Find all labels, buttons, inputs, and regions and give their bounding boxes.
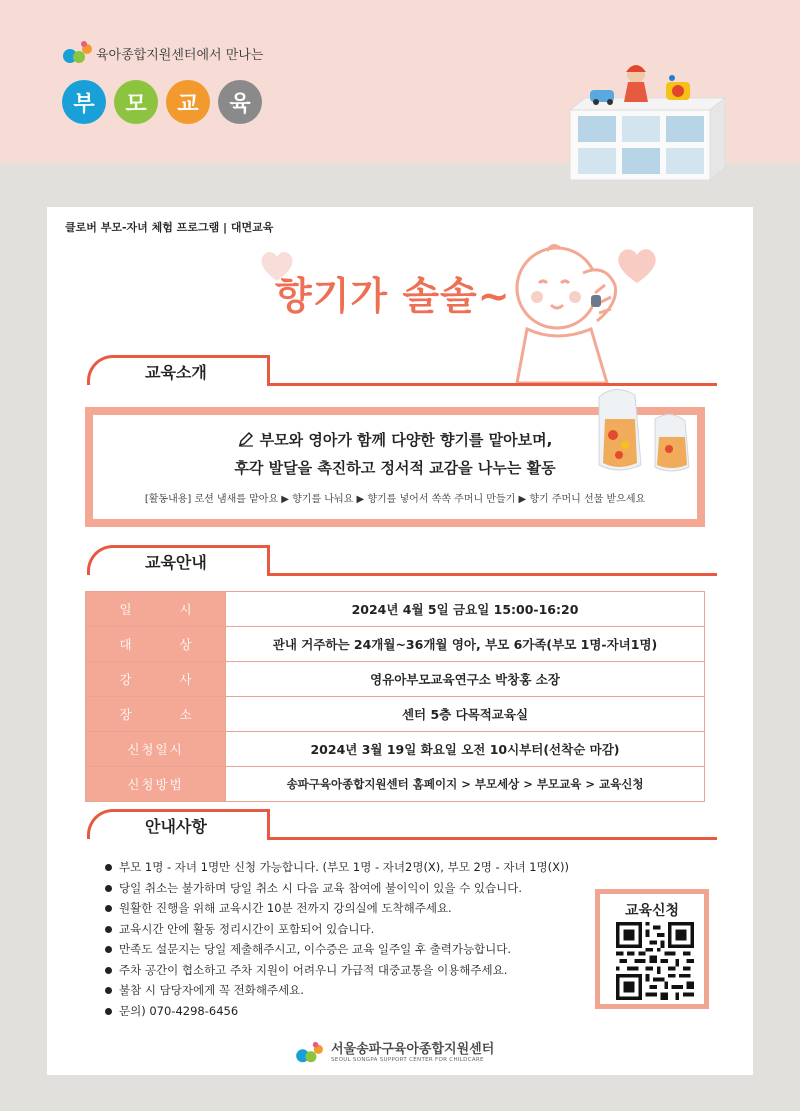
title-char-1: 부 bbox=[62, 80, 106, 124]
qr-registration-box[interactable] bbox=[595, 889, 709, 1009]
qr-label: 교육신청 bbox=[624, 903, 680, 919]
guide-section-label: 교육안내 bbox=[145, 553, 207, 572]
row-key: 대 상 bbox=[86, 627, 226, 662]
table-row bbox=[86, 732, 705, 767]
list-item: 교육시간 안에 활동 정리시간이 포함되어 있습니다. bbox=[103, 919, 663, 940]
activities-line: [활동내용] 로션 냄새를 맡아요 ▶ 향기를 나눠요 ▶ 향기를 넣어서 쏙쏙 주머니 만들기 ▶ 향기 주머니 선물 받으세요 bbox=[144, 494, 646, 505]
row-value: 2024년 3월 19일 화요일 오전 10시부터(선착순 마감) bbox=[226, 732, 705, 767]
row-key: 신청일시 bbox=[86, 732, 226, 767]
qr-code-icon[interactable] bbox=[616, 922, 694, 1000]
notes-section-label: 안내사항 bbox=[145, 817, 207, 836]
table-row bbox=[86, 662, 705, 697]
list-item: 만족도 설문지는 당일 제출해주시고, 이수증은 교육 일주일 후 출력가능합니다. bbox=[103, 939, 663, 960]
footer bbox=[295, 1041, 494, 1065]
program-line: 클로버 부모-자녀 체험 프로그램 | 대면교육 bbox=[65, 221, 274, 234]
list-item: 당일 취소는 불가하며 당일 취소 시 다음 교육 참여에 불이익이 있을 수 있습니다. bbox=[103, 878, 663, 899]
title-circles bbox=[62, 80, 262, 124]
org-subtitle: 육아종합지원센터에서 만나는 bbox=[96, 47, 264, 63]
program-title: 향기가 솔솔~ bbox=[275, 274, 511, 318]
footer-org-name: 서울송파구육아종합지원센터 bbox=[331, 1042, 495, 1057]
toy-shelf-illustration bbox=[560, 60, 730, 190]
row-key: 일 시 bbox=[86, 592, 226, 627]
footer-org-english: SEOUL SONGPA SUPPORT CENTER FOR CHILDCARE bbox=[331, 1057, 484, 1063]
title-char-2: 모 bbox=[114, 80, 158, 124]
org-subtitle-line bbox=[62, 40, 263, 66]
notes-list bbox=[103, 857, 663, 1021]
content-card bbox=[47, 207, 753, 1075]
intro-section-label: 교육소개 bbox=[145, 363, 207, 382]
list-item: 원활한 진행을 위해 교육시간 10분 전까지 강의실에 도착해주세요. bbox=[103, 898, 663, 919]
row-value: 송파구육아종합지원센터 홈페이지 > 부모세상 > 부모교육 > 교육신청 bbox=[226, 767, 705, 802]
scent-pouch-illustration bbox=[585, 379, 705, 479]
title-char-3: 교 bbox=[166, 80, 210, 124]
row-key: 장 소 bbox=[86, 697, 226, 732]
table-row bbox=[86, 697, 705, 732]
row-key: 강 사 bbox=[86, 662, 226, 697]
guide-table bbox=[85, 591, 705, 802]
list-item: 문의) 070-4298-6456 bbox=[103, 1001, 663, 1022]
intro-line-2: 후각 발달을 촉진하고 정서적 교감을 나누는 활동 bbox=[234, 459, 556, 477]
list-item: 불참 시 담당자에게 꼭 전화해주세요. bbox=[103, 980, 663, 1001]
center-logo-icon bbox=[295, 1041, 325, 1065]
center-logo-icon bbox=[62, 40, 94, 66]
guide-section-header bbox=[87, 545, 717, 575]
list-item: 부모 1명 - 자녀 1명만 신청 가능합니다. (부모 1명 - 자녀2명(X), 부모 2명 - 자녀 1명(X)) bbox=[103, 857, 663, 878]
table-row bbox=[86, 627, 705, 662]
table-row bbox=[86, 592, 705, 627]
row-value: 센터 5층 다목적교육실 bbox=[226, 697, 705, 732]
row-value: 관내 거주하는 24개월~36개월 영아, 부모 6가족(부모 1명-자녀1명) bbox=[226, 627, 705, 662]
table-row bbox=[86, 767, 705, 802]
intro-line-1: 부모와 영아가 함께 다양한 향기를 맡아보며, bbox=[93, 429, 697, 450]
row-key: 신청방법 bbox=[86, 767, 226, 802]
row-value: 2024년 4월 5일 금요일 15:00-16:20 bbox=[226, 592, 705, 627]
notes-section-header bbox=[87, 809, 717, 839]
pencil-icon bbox=[238, 431, 254, 447]
title-char-4: 육 bbox=[218, 80, 262, 124]
list-item: 주차 공간이 협소하고 주차 지원이 어려우니 가급적 대중교통을 이용해주세요. bbox=[103, 960, 663, 981]
row-value: 영유아부모교육연구소 박창홍 소장 bbox=[226, 662, 705, 697]
